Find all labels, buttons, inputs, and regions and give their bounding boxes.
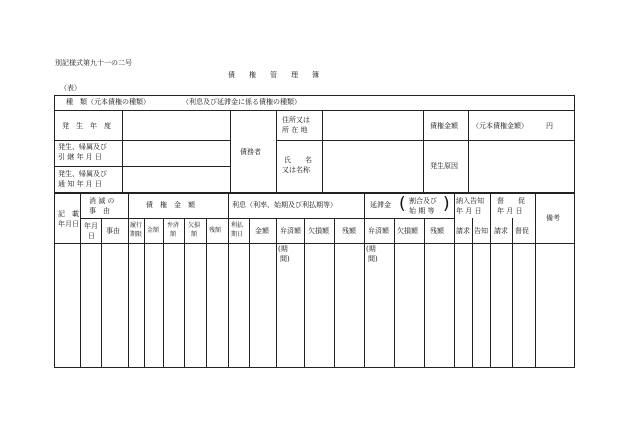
kind-note: （利息及び延滞金に係る債権の種類） bbox=[182, 98, 301, 106]
notice-date-label-1: 納入告知 bbox=[456, 197, 484, 205]
yen-label: 円 bbox=[546, 122, 553, 130]
interest-period-close: 間) bbox=[280, 255, 290, 263]
kind-label: 種 類（元本債権の種類） bbox=[66, 98, 150, 106]
delay-note-label-2: 始 期 等 bbox=[409, 207, 435, 215]
loss-label-2: 額 bbox=[191, 231, 198, 238]
interest-loss-label: 欠損額 bbox=[308, 227, 329, 235]
occurrence-year-label: 発 生 年 度 bbox=[62, 122, 111, 130]
transfer-date-label-2: 引 継 年 月 日 bbox=[58, 153, 102, 161]
principal-amount-label: 金額 bbox=[147, 227, 160, 234]
notify-date-label-1: 発生、帰属及び bbox=[58, 170, 107, 178]
address-label-1: 住所又は bbox=[282, 116, 310, 124]
interest-paid-label: 弁済額 bbox=[280, 227, 301, 235]
balance-label: 残額 bbox=[209, 227, 222, 234]
transfer-date-label-1: 発生、帰属及び bbox=[58, 143, 107, 151]
record-date-label-2: 年月日 bbox=[58, 220, 79, 228]
due-label-2: 期限 bbox=[130, 231, 143, 238]
amount-note: （元本債権金額） bbox=[472, 122, 528, 130]
delay-balance-label: 残額 bbox=[430, 227, 444, 235]
paid-label-1: 弁済 bbox=[167, 222, 180, 229]
delay-period-open: (期 bbox=[366, 245, 376, 253]
delay-note-bracket-open: ( bbox=[399, 194, 406, 214]
extinction-label-2: 事 由 bbox=[89, 207, 110, 215]
remarks-label: 備考 bbox=[546, 214, 560, 222]
interest-amount-label: 金額 bbox=[255, 227, 269, 235]
notice-date-label-2: 年 月 日 bbox=[456, 207, 482, 215]
urge-date-label-1: 督 促 bbox=[497, 197, 525, 205]
notice-request-label: 請求 bbox=[456, 227, 470, 235]
reason-label: 事由 bbox=[106, 227, 120, 235]
principal-label: 債 権 金 額 bbox=[146, 201, 195, 209]
notice-notify-label: 告知 bbox=[474, 227, 488, 235]
page-title: 債 権 管 理 簿 bbox=[228, 71, 319, 79]
interest-period-open: (期 bbox=[278, 245, 288, 253]
delay-label: 延滞金 bbox=[370, 201, 391, 209]
delay-note-label-1: 割合及び bbox=[409, 197, 437, 205]
cause-label: 発生原因 bbox=[430, 162, 458, 170]
name-label-2: 又は名称 bbox=[282, 166, 310, 174]
interest-due-label-2: 期日 bbox=[231, 231, 244, 238]
delay-loss-label: 欠損額 bbox=[397, 227, 418, 235]
interest-balance-label: 残額 bbox=[342, 227, 356, 235]
address-label-2: 所 在 地 bbox=[282, 126, 308, 134]
amount-label: 債権金額 bbox=[430, 122, 458, 130]
urge-label: 督促 bbox=[515, 227, 529, 235]
urge-request-label: 請求 bbox=[494, 227, 508, 235]
delay-note-bracket-close: ) bbox=[443, 194, 450, 214]
ymd-label-2: 日 bbox=[88, 232, 95, 240]
name-label-1: 氏 名 bbox=[284, 156, 312, 164]
urge-date-label-2: 年 月 日 bbox=[497, 207, 523, 215]
paid-label-2: 額 bbox=[170, 231, 177, 238]
ymd-label-1: 年月 bbox=[84, 222, 98, 230]
interest-label: 利息（利率、始期及び利払期等） bbox=[232, 201, 337, 209]
loss-label-1: 欠損 bbox=[188, 222, 201, 229]
due-label-1: 履行 bbox=[130, 222, 143, 229]
ledger-table bbox=[54, 193, 575, 368]
extinction-label-1: 消 滅 の bbox=[89, 197, 115, 205]
debtor-label: 債務者 bbox=[240, 148, 261, 156]
interest-due-label-1: 利払 bbox=[231, 222, 244, 229]
delay-paid-label: 弁済額 bbox=[368, 227, 389, 235]
form-number: 別記様式第九十一の二号 bbox=[55, 59, 132, 67]
delay-period-close: 間) bbox=[368, 255, 378, 263]
record-date-label-1: 記 載 bbox=[58, 210, 79, 218]
notify-date-label-2: 通 知 年 月 日 bbox=[58, 180, 102, 188]
side-label: （表） bbox=[60, 84, 81, 92]
